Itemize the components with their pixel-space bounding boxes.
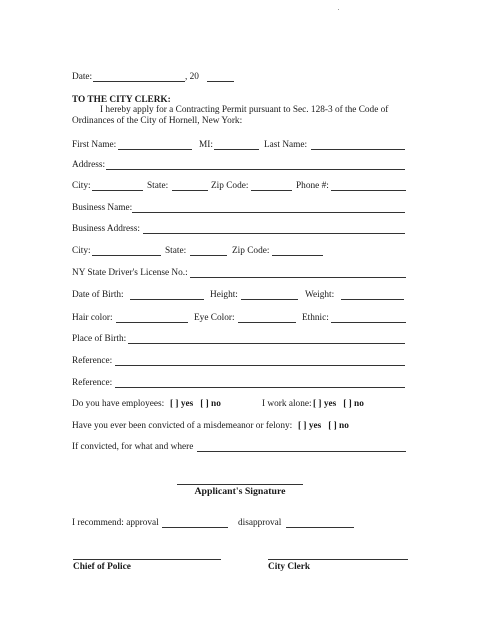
- phone-field[interactable]: [331, 190, 406, 191]
- date-year-label: , 20: [185, 72, 199, 82]
- phone-label: Phone #:: [296, 181, 329, 191]
- place-of-birth-field[interactable]: [128, 343, 405, 344]
- work-alone-options[interactable]: [ ] yes [ ] no: [313, 399, 364, 409]
- first-name-field[interactable]: [118, 149, 192, 150]
- reference-1-field[interactable]: [115, 365, 405, 366]
- height-field[interactable]: [241, 299, 298, 300]
- business-zip-label: Zip Code:: [232, 246, 270, 256]
- height-label: Height:: [210, 290, 238, 300]
- applicant-signature-label: Applicant's Signature: [194, 486, 286, 497]
- hair-color-field[interactable]: [116, 322, 188, 323]
- business-state-label: State:: [165, 246, 187, 256]
- last-name-label: Last Name:: [264, 140, 308, 150]
- dob-label: Date of Birth:: [72, 290, 124, 300]
- convicted-question: Have you ever been convicted of a misdemeanor or felony:: [72, 421, 293, 431]
- license-label: NY State Driver's License No.:: [72, 268, 188, 278]
- zip-field[interactable]: [251, 190, 292, 191]
- reference-2-field[interactable]: [115, 387, 405, 388]
- place-of-birth-label: Place of Birth:: [72, 334, 127, 344]
- state-field[interactable]: [172, 190, 208, 191]
- business-name-label: Business Name:: [72, 203, 133, 213]
- eye-color-field[interactable]: [238, 322, 296, 323]
- mi-label: MI:: [199, 140, 213, 150]
- business-city-label: City:: [72, 246, 91, 256]
- hair-color-label: Hair color:: [72, 313, 113, 323]
- business-city-field[interactable]: [92, 255, 161, 256]
- disapproval-label: disapproval: [238, 518, 282, 528]
- city-clerk-label: City Clerk: [268, 562, 311, 572]
- city-field[interactable]: [92, 190, 143, 191]
- eye-color-label: Eye Color:: [194, 313, 235, 323]
- ethnic-label: Ethnic:: [302, 313, 329, 323]
- address-field[interactable]: [106, 169, 405, 170]
- zip-label: Zip Code:: [211, 181, 249, 191]
- business-name-field[interactable]: [132, 212, 405, 213]
- address-label: Address:: [72, 160, 106, 170]
- reference-1-label: Reference:: [72, 356, 113, 366]
- weight-field[interactable]: [341, 299, 404, 300]
- work-alone-question: I work alone:: [262, 399, 312, 409]
- mi-field[interactable]: [214, 149, 259, 150]
- first-name-label: First Name:: [72, 140, 117, 150]
- business-state-field[interactable]: [190, 255, 227, 256]
- date-label: Date:: [72, 72, 93, 82]
- intro-line-1: I hereby apply for a Contracting Permit pursuant to Sec. 128-3 of the Code of: [100, 105, 389, 115]
- approval-field[interactable]: [162, 527, 228, 528]
- reference-2-label: Reference:: [72, 378, 113, 388]
- license-field[interactable]: [190, 277, 406, 278]
- state-label: State:: [147, 181, 169, 191]
- last-name-field[interactable]: [311, 149, 405, 150]
- year-field[interactable]: [207, 81, 234, 82]
- date-field[interactable]: [93, 81, 185, 82]
- business-address-label: Business Address:: [72, 224, 140, 234]
- chief-of-police-signature-line[interactable]: [73, 559, 221, 560]
- employees-question: Do you have employees:: [72, 399, 165, 409]
- ethnic-field[interactable]: [331, 322, 406, 323]
- business-address-field[interactable]: [143, 233, 405, 234]
- scan-speck: [338, 9, 339, 10]
- if-convicted-field[interactable]: [197, 451, 406, 452]
- applicant-signature-line[interactable]: [177, 484, 303, 485]
- dob-field[interactable]: [130, 299, 204, 300]
- business-zip-field[interactable]: [272, 255, 323, 256]
- weight-label: Weight:: [305, 290, 335, 300]
- convicted-options[interactable]: [ ] yes [ ] no: [298, 421, 349, 431]
- addressee-heading: TO THE CITY CLERK:: [72, 95, 171, 105]
- recommend-label: I recommend: approval: [72, 518, 159, 528]
- if-convicted-label: If convicted, for what and where: [72, 442, 194, 452]
- city-label: City:: [72, 181, 91, 191]
- employees-options[interactable]: [ ] yes [ ] no: [170, 399, 221, 409]
- disapproval-field[interactable]: [286, 527, 354, 528]
- intro-line-2: Ordinances of the City of Hornell, New York:: [72, 116, 243, 126]
- city-clerk-signature-line[interactable]: [268, 559, 408, 560]
- chief-of-police-label: Chief of Police: [73, 562, 131, 572]
